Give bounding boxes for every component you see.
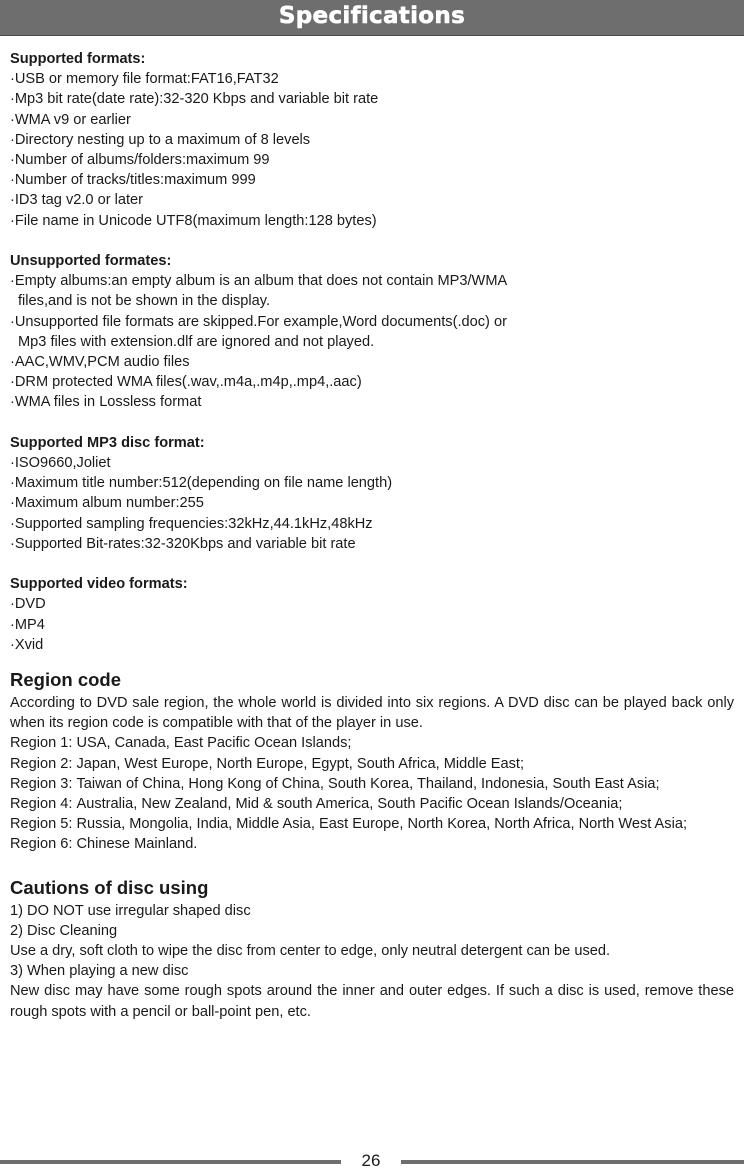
region-row xyxy=(10,754,734,774)
list-item: ·WMA v9 or earlier xyxy=(10,111,131,128)
region-row xyxy=(10,834,734,854)
region-label: Region 5: xyxy=(10,816,73,833)
region-list xyxy=(10,733,734,854)
list-item: ·Mp3 bit rate(date rate):32-320 Kbps and variable bit rate xyxy=(10,91,379,108)
unsupported-formats-list xyxy=(10,271,734,412)
list-item: ·Number of tracks/titles:maximum 999 xyxy=(10,172,256,189)
list-item: ·WMA files in Lossless format xyxy=(10,394,202,411)
list-item: ·USB or memory file format:FAT16,FAT32 xyxy=(10,71,279,88)
caution-line: 1) DO NOT use irregular shaped disc xyxy=(10,902,251,919)
list-item-continuation: Mp3 files with extension.dlf are ignored and not played. xyxy=(18,333,375,350)
region-text: Russia, Mongolia, India, Middle Asia, East Europe, North Korea, North Africa, North West Asia; xyxy=(76,816,688,833)
list-item: ·MP4 xyxy=(10,616,45,633)
cautions-heading: Cautions of disc using xyxy=(10,876,209,898)
caution-line: Use a dry, soft cloth to wipe the disc from center to edge, only neutral detergent can be used. xyxy=(10,943,611,960)
video-formats-list xyxy=(10,594,734,655)
region-label: Region 2: xyxy=(10,755,73,772)
list-item: ·Supported Bit-rates:32-320Kbps and variable bit rate xyxy=(10,535,356,552)
document-body xyxy=(10,41,734,1022)
list-item: ·Unsupported file formats are skipped.For example,Word documents(.doc) or xyxy=(10,313,507,330)
list-item: ·Directory nesting up to a maximum of 8 levels xyxy=(10,131,311,148)
list-item: ·AAC,WMV,PCM audio files xyxy=(10,354,190,371)
region-text: USA, Canada, East Pacific Ocean Islands; xyxy=(76,735,352,752)
supported-formats-heading: Supported formats: xyxy=(10,51,146,67)
footer-rule-left xyxy=(0,1160,341,1164)
region-label: Region 3: xyxy=(10,775,73,792)
region-label: Region 6: xyxy=(10,836,73,853)
caution-paragraph: New disc may have some rough spots around the inner and outer edges. If such a disc is used, remove these rough spots with a pencil or ball-point pen, etc. xyxy=(10,983,734,1020)
list-item-continuation: files,and is not be shown in the display. xyxy=(18,293,271,310)
mp3-disc-format-heading: Supported MP3 disc format: xyxy=(10,434,205,451)
mp3-disc-format-list xyxy=(10,453,734,554)
region-row xyxy=(10,794,734,814)
region-text: Japan, West Europe, North Europe, Egypt, South Africa, Middle East; xyxy=(76,755,524,772)
video-formats-heading: Supported video formats: xyxy=(10,576,188,593)
region-row xyxy=(10,733,734,753)
region-label: Region 4: xyxy=(10,796,73,813)
list-item: ·Maximum title number:512(depending on file name length) xyxy=(10,475,393,492)
list-item: ·DRM protected WMA files(.wav,.m4a,.m4p,.mp4,.aac) xyxy=(10,374,362,391)
region-text: Taiwan of China, Hong Kong of China, South Korea, Thailand, Indonesia, South East Asia; xyxy=(76,775,660,792)
page-title: Specifications xyxy=(278,3,466,29)
cautions-list xyxy=(10,901,734,1022)
list-item: ·Maximum album number:255 xyxy=(10,495,204,512)
list-item: ·ID3 tag v2.0 or later xyxy=(10,192,144,209)
region-row xyxy=(10,814,734,834)
region-text: Australia, New Zealand, Mid & south America, South Pacific Ocean Islands/Oceania; xyxy=(76,796,623,813)
unsupported-formats-heading: Unsupported formates: xyxy=(10,253,172,270)
list-item: ·Empty albums:an empty album is an album that does not contain MP3/WMA xyxy=(10,273,508,290)
region-label: Region 1: xyxy=(10,735,73,752)
page-footer xyxy=(0,1148,744,1172)
list-item: ·Supported sampling frequencies:32kHz,44.1kHz,48kHz xyxy=(10,515,373,532)
page-number: 26 xyxy=(361,1151,381,1170)
header-bar xyxy=(0,0,744,36)
caution-line: 2) Disc Cleaning xyxy=(10,922,118,939)
caution-line: 3) When playing a new disc xyxy=(10,963,189,980)
region-code-heading: Region code xyxy=(10,669,122,691)
list-item: ·File name in Unicode UTF8(maximum length:128 bytes) xyxy=(10,212,377,229)
region-row xyxy=(10,774,734,794)
list-item: ·ISO9660,Joliet xyxy=(10,455,111,472)
list-item: ·Number of albums/folders:maximum 99 xyxy=(10,152,270,169)
supported-formats-list xyxy=(10,69,734,231)
region-code-intro: According to DVD sale region, the whole world is divided into six regions. A DVD disc can be played back only when its region code is compatible with that of the player in use. xyxy=(10,695,734,732)
list-item: ·DVD xyxy=(10,596,46,613)
region-text: Chinese Mainland. xyxy=(76,836,198,853)
list-item: ·Xvid xyxy=(10,636,44,653)
footer-rule-right xyxy=(401,1160,744,1164)
